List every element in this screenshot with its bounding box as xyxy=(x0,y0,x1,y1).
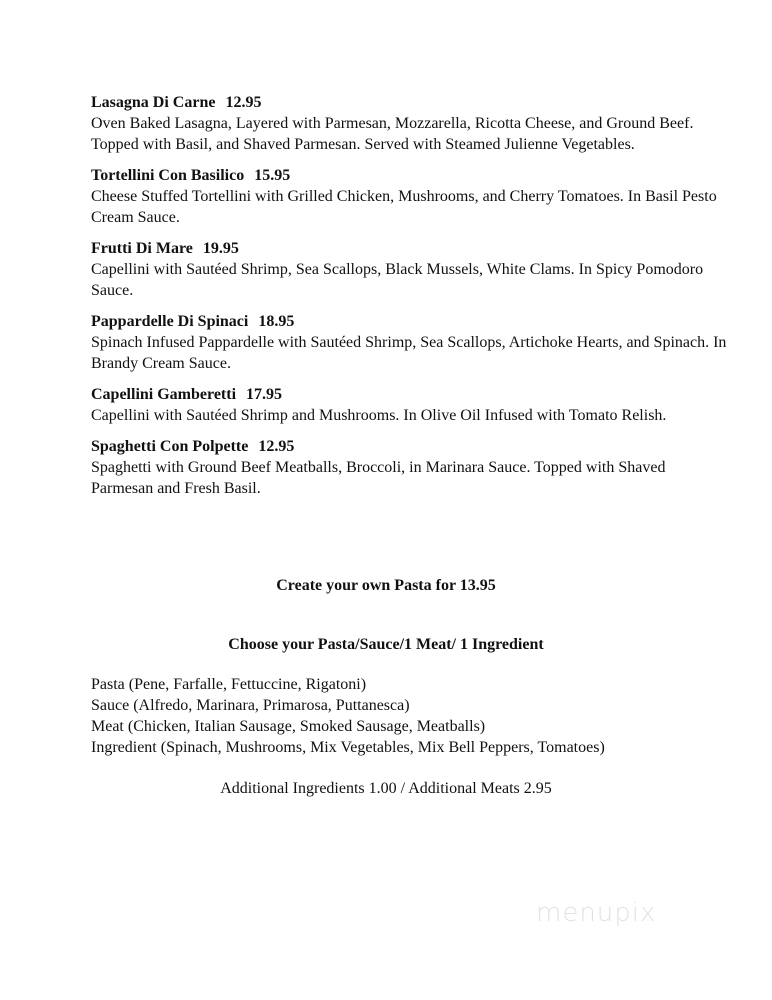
menu-item-heading xyxy=(91,384,731,405)
menu-items-list xyxy=(91,92,731,509)
menu-item-price: 15.95 xyxy=(254,167,291,184)
option-line-meat: Meat (Chicken, Italian Sausage, Smoked Sausage, Meatballs) xyxy=(91,718,486,735)
option-line-sauce: Sauce (Alfredo, Marinara, Primarosa, Puttanesca) xyxy=(91,697,410,714)
menu-item xyxy=(91,92,731,155)
menu-item-heading xyxy=(91,436,731,457)
menu-item-heading xyxy=(91,165,731,186)
menu-item-description: Spaghetti with Ground Beef Meatballs, Broccoli, in Marinara Sauce. Topped with Shaved Parmesan and Fresh Basil. xyxy=(91,459,666,497)
menu-item-name: Capellini Gamberetti xyxy=(91,386,237,403)
menu-item-description: Oven Baked Lasagna, Layered with Parmesan, Mozzarella, Ricotta Cheese, and Ground Beef. Topped with Basil, and Shaved Parmesan. Served with Steamed Julienne Vegetables. xyxy=(91,115,694,153)
pasta-options-list xyxy=(91,674,731,758)
option-line-pasta: Pasta (Pene, Farfalle, Fettuccine, Rigatoni) xyxy=(91,676,367,693)
menu-item xyxy=(91,238,731,301)
menupix-watermark: menupix xyxy=(536,898,657,928)
menu-item-description: Capellini with Sautéed Shrimp, Sea Scallops, Black Mussels, White Clams. In Spicy Pomodoro Sauce. xyxy=(91,261,704,299)
menu-item-price: 18.95 xyxy=(258,313,295,330)
option-line-ingredient: Ingredient (Spinach, Mushrooms, Mix Vegetables, Mix Bell Peppers, Tomatoes) xyxy=(91,739,605,756)
menu-item-name: Tortellini Con Basilico xyxy=(91,167,245,184)
menu-item-price: 17.95 xyxy=(246,386,283,403)
create-your-own-title: Create your own Pasta for 13.95 xyxy=(276,577,496,594)
menu-item xyxy=(91,436,731,499)
menu-item-heading xyxy=(91,311,731,332)
menu-item-heading xyxy=(91,238,731,259)
menu-item xyxy=(91,384,731,426)
menu-item-description: Cheese Stuffed Tortellini with Grilled Chicken, Mushrooms, and Cherry Tomatoes. In Basil Pesto Cream Sauce. xyxy=(91,188,717,226)
menu-item-price: 19.95 xyxy=(202,240,239,257)
additional-pricing-note: Additional Ingredients 1.00 / Additional Meats 2.95 xyxy=(220,780,552,797)
choose-instructions-title: Choose your Pasta/Sauce/1 Meat/ 1 Ingredient xyxy=(228,636,544,653)
menu-item-name: Spaghetti Con Polpette xyxy=(91,438,249,455)
menu-item-name: Pappardelle Di Spinaci xyxy=(91,313,249,330)
menu-item-price: 12.95 xyxy=(258,438,295,455)
menu-item xyxy=(91,165,731,228)
menu-item xyxy=(91,311,731,374)
menu-item-description: Spinach Infused Pappardelle with Sautéed Shrimp, Sea Scallops, Artichoke Hearts, and Spinach. In Brandy Cream Sauce. xyxy=(91,334,727,372)
menu-item-name: Frutti Di Mare xyxy=(91,240,193,257)
menu-item-heading xyxy=(91,92,731,113)
menu-item-description: Capellini with Sautéed Shrimp and Mushrooms. In Olive Oil Infused with Tomato Relish. xyxy=(91,407,667,424)
menu-item-price: 12.95 xyxy=(225,94,262,111)
menu-item-name: Lasagna Di Carne xyxy=(91,94,216,111)
